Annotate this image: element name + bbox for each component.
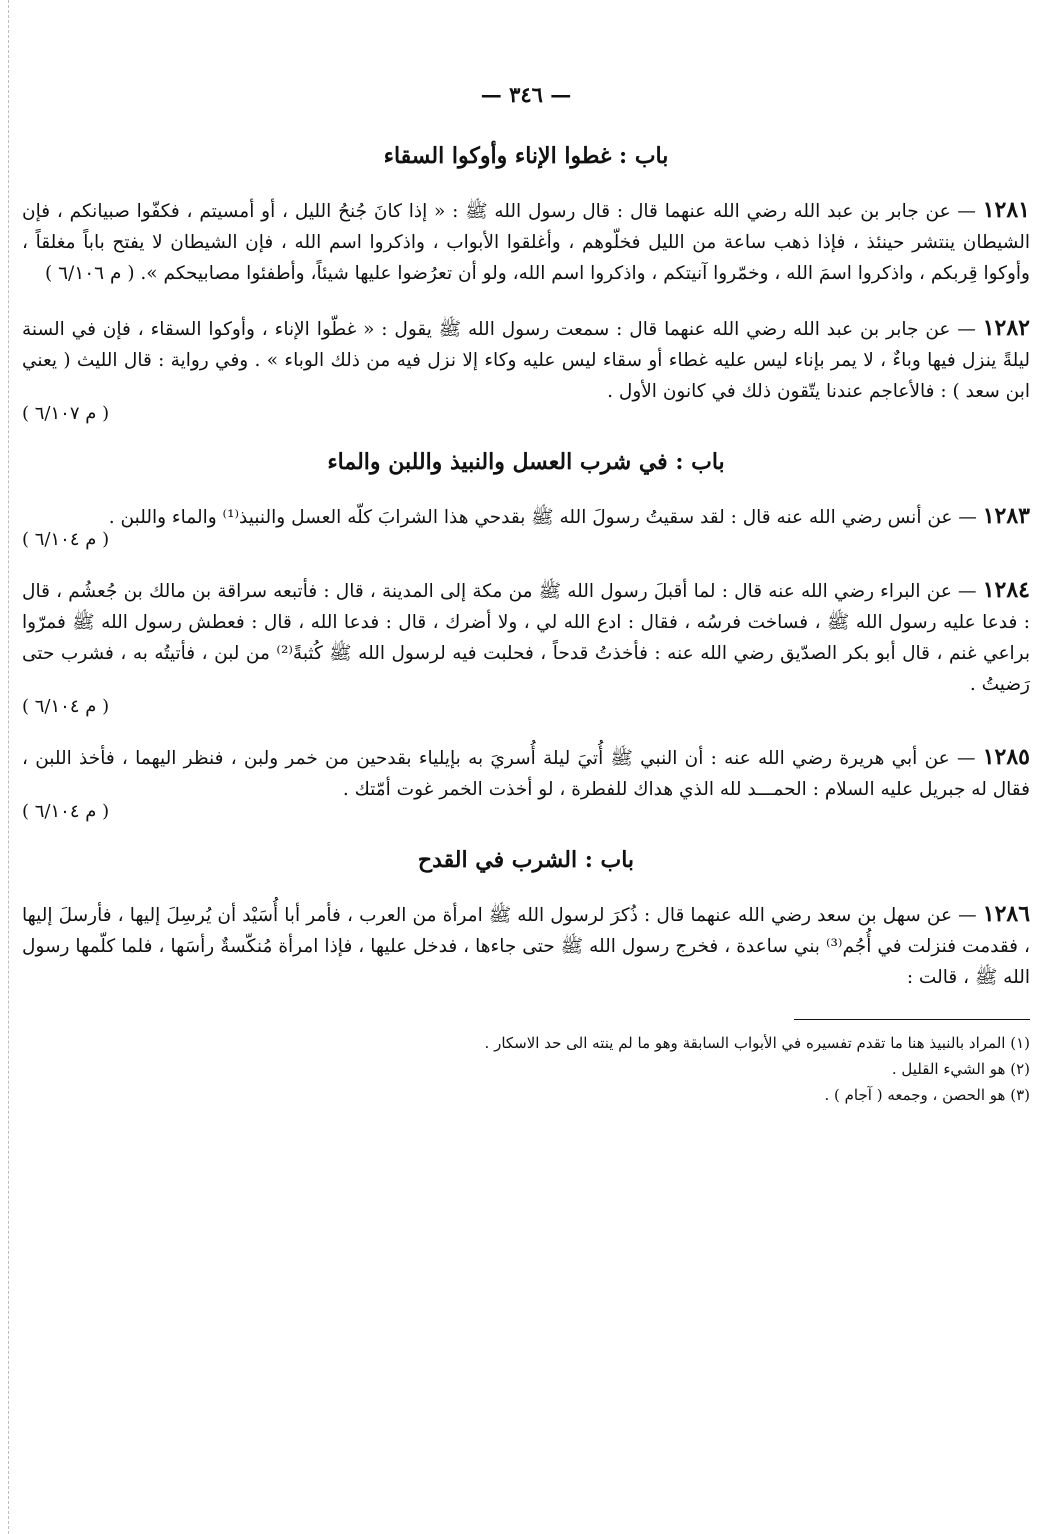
- hadith-text: — عن جابر بن عبد الله رضي الله عنهما قال : قال رسول الله ﷺ : « إذا كانَ جُنحُ الليل ، أو أمسيتم ، فكفّوا صبيانكم ، فإن الشيطان ينتشر حينئذ ، فإذا ذهب ساعة من الليل فخلّوهم ، وأغلقوا الأبواب ، واذكروا اسم الله ، فإن الشيطان لا يفتح باباً مغلقاً ، وأوكوا قِربكم ، واذكروا اسمَ الله ، وخمّروا آنيتكم ، واذكروا اسم الله، ولو أن تعرُضوا عليها شيئاً، وأطفئوا مصابيحكم ». ( م ٦/١٠٦ ): [22, 201, 1030, 284]
- hadith-reference: ( م ٦/١٠٤ ): [22, 696, 110, 717]
- section-title: باب : في شرب العسل والنبيذ واللبن والماء: [327, 449, 725, 475]
- hadith-text: — عن سهل بن سعد رضي الله عنهما قال : ذُكرَ لرسول الله ﷺ امرأة من العرب ، فأمر أبا أُسَيْد أن يُرسِلَ إليها ، فأرسلَ إليها ، فقدمت فنزلت في أُجُم⁽³⁾ بني ساعدة ، فخرج رسول الله ﷺ حتى جاءها ، فدخل عليها ، فإذا امرأة مُنكّسةٌ رأسَها ، فلما كلّمها رسول الله ﷺ ، قالت :: [22, 905, 1030, 988]
- section-title: باب : الشرب في القدح: [417, 847, 635, 873]
- document-page: [22, 82, 1030, 1108]
- footnote-divider: [794, 1019, 1030, 1020]
- hadith: [22, 195, 1030, 289]
- footnote: (٢) هو الشيء القليل .: [891, 1060, 1030, 1078]
- hadith: [22, 742, 1030, 823]
- hadith-reference: ( م ٦/١٠٧ ): [22, 403, 110, 424]
- hadith-number: ١٢٨١: [982, 197, 1030, 223]
- hadith-reference: ( م ٦/١٠٤ ): [22, 801, 110, 822]
- footnote: (١) المراد بالنبيذ هنا ما تقدم تفسيره في الأبواب السابقة وهو ما لم ينته الى حد الاسكار .: [484, 1034, 1030, 1052]
- hadith-number: ١٢٨٥: [982, 744, 1030, 770]
- hadith: [22, 501, 1030, 551]
- hadith: [22, 313, 1030, 425]
- hadith-number: ١٢٨٤: [982, 577, 1030, 603]
- hadith: [22, 899, 1030, 993]
- hadith-number: ١٢٨٦: [982, 901, 1031, 927]
- hadith-text: — عن البراء رضي الله عنه قال : لما أقبلَ رسول الله ﷺ من مكة إلى المدينة ، قال : فأتبعه سراقة بن مالك بن جُعشُم ، قال : فدعا عليه رسول الله ﷺ ، فساخت فرسُه ، فقال : ادع الله لي ، ولا أضرك ، قال : فدعا الله ، قال : فعطش رسول الله ﷺ فمرّوا براعي غنم ، قال أبو بكر الصدّيق رضي الله عنه : فأخذتُ قدحاً ، فحلبت فيه لرسول الله ﷺ كُثبةً⁽²⁾ من لبن ، فأتيتُه به ، فشرب حتى رَضيتُ .: [22, 581, 1031, 695]
- hadith-number: ١٢٨٢: [982, 315, 1030, 341]
- hadith-text: — عن أنس رضي الله عنه قال : لقد سقيتُ رسولَ الله ﷺ بقدحي هذا الشرابَ كلّه العسل والنبيذ⁽¹⁾ والماء واللبن .: [108, 507, 977, 528]
- hadith-text: — عن أبي هريرة رضي الله عنه : أن النبي ﷺ أُتيَ ليلة أُسريَ به بإيلياء بقدحين من خمر ولبن ، فنظر اليهما ، فأخذ اللبن ، فقال له جبريل عليه السلام : الحمـــد لله الذي هداك للفطرة ، لو أخذت الخمر غوت أمّتك .: [22, 748, 1030, 800]
- hadith: [22, 575, 1030, 718]
- page-gutter-line: [8, 0, 9, 1534]
- footnote: (٣) هو الحصن ، وجمعه ( آجام ) .: [824, 1086, 1030, 1104]
- hadith-reference: ( م ٦/١٠٤ ): [22, 529, 110, 550]
- hadith-number: ١٢٨٣: [982, 503, 1030, 529]
- section-title: باب : غطوا الإناء وأوكوا السقاء: [383, 143, 669, 169]
- hadith-text: — عن جابر بن عبد الله رضي الله عنهما قال : سمعت رسول الله ﷺ يقول : « غطّوا الإناء ، وأوكوا السقاء ، فإن في السنة ليلةً ينزل فيها وباءٌ ، لا يمر بإناء ليس عليه غطاء أو سقاء ليس عليه وكاء إلا نزل فيه من ذلك الوباء » . وفي رواية : قال الليث ( يعني ابن سعد ) : فالأعاجم عندنا يتّقون ذلك في كانون الأول .: [22, 319, 1030, 402]
- page-number: — ٣٤٦ —: [480, 82, 572, 107]
